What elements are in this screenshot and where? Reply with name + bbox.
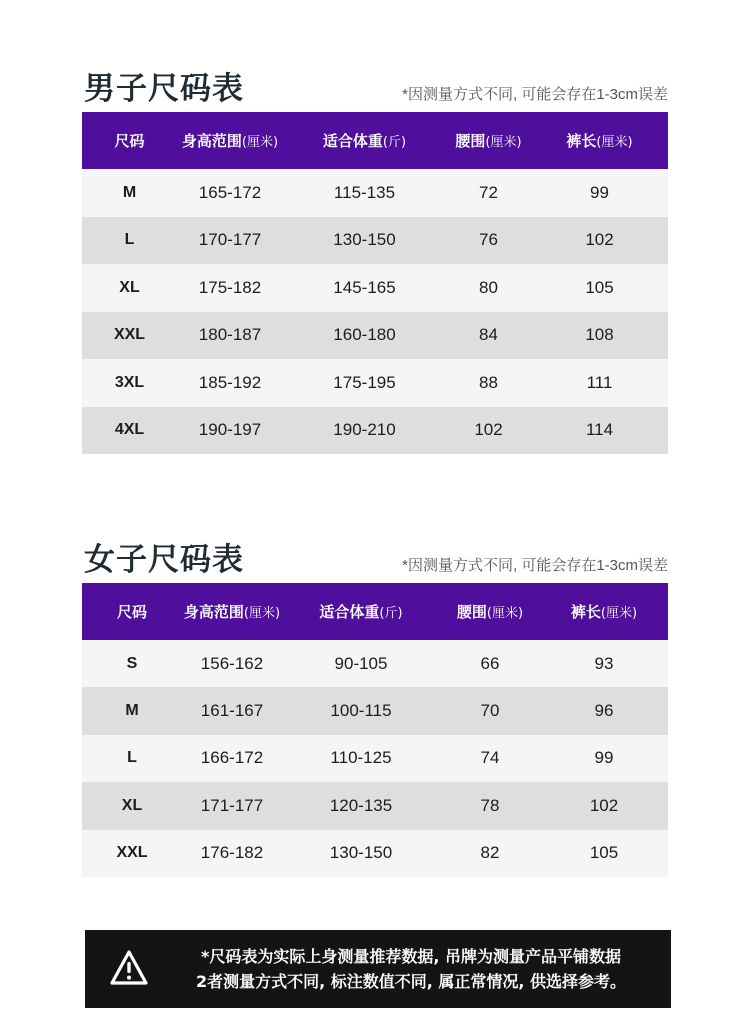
length-cell: 102 — [540, 782, 668, 829]
column-header-length — [531, 112, 668, 169]
weight-cell: 160-180 — [283, 312, 446, 360]
weight-cell: 175-195 — [283, 359, 446, 407]
table-row — [82, 312, 668, 360]
height-cell: 170-177 — [177, 217, 283, 265]
height-cell: 165-172 — [177, 169, 283, 217]
weight-cell: 110-125 — [282, 735, 440, 782]
notice-text — [161, 944, 661, 994]
warning-triangle-icon — [109, 949, 149, 987]
weight-cell: 100-115 — [282, 687, 440, 734]
column-header-length — [540, 583, 668, 640]
size-cell: L — [82, 735, 182, 782]
size-cell: XXL — [82, 312, 177, 360]
table-header-row — [82, 112, 668, 169]
weight-cell: 120-135 — [282, 782, 440, 829]
height-cell: 180-187 — [177, 312, 283, 360]
waist-cell: 84 — [446, 312, 531, 360]
weight-cell: 145-165 — [283, 264, 446, 312]
length-cell: 105 — [540, 830, 668, 877]
waist-cell: 70 — [440, 687, 540, 734]
length-cell: 114 — [531, 407, 668, 455]
women-size-section — [82, 533, 668, 877]
weight-cell: 90-105 — [282, 640, 440, 687]
size-cell: S — [82, 640, 182, 687]
height-cell: 171-177 — [182, 782, 282, 829]
column-header-waist — [446, 112, 531, 169]
waist-cell: 102 — [446, 407, 531, 455]
notice-line-1: *尺码表为实际上身测量推荐数据, 吊牌为测量产品平铺数据 — [200, 947, 622, 966]
column-header-label: 腰围 — [455, 132, 486, 150]
height-cell: 156-162 — [182, 640, 282, 687]
height-cell: 161-167 — [182, 687, 282, 734]
table-row — [82, 830, 668, 877]
column-header-label: 适合体重 — [319, 603, 380, 621]
column-header-waist — [440, 583, 540, 640]
waist-cell: 80 — [446, 264, 531, 312]
column-header-height — [182, 583, 282, 640]
women-measurement-note: *因测量方式不同, 可能会存在1-3cm误差 — [402, 557, 668, 574]
men-size-section — [82, 62, 668, 454]
size-cell: L — [82, 217, 177, 265]
column-header-label: 尺码 — [116, 603, 147, 621]
length-cell: 99 — [540, 735, 668, 782]
waist-cell: 72 — [446, 169, 531, 217]
notice-line-2: 2者测量方式不同, 标注数值不同, 属正常情况, 供选择参考。 — [195, 972, 627, 991]
height-cell: 185-192 — [177, 359, 283, 407]
waist-cell: 82 — [440, 830, 540, 877]
waist-cell: 66 — [440, 640, 540, 687]
weight-cell: 130-150 — [282, 830, 440, 877]
weight-cell: 190-210 — [283, 407, 446, 455]
men-measurement-note: *因测量方式不同, 可能会存在1-3cm误差 — [402, 86, 668, 103]
length-cell: 93 — [540, 640, 668, 687]
column-header-label: 裤长 — [566, 132, 597, 150]
size-cell: XXL — [82, 830, 182, 877]
length-cell: 99 — [531, 169, 668, 217]
column-header-unit: (厘米) — [243, 606, 281, 621]
column-header-unit: (斤) — [382, 135, 407, 150]
column-header-unit: (厘米) — [241, 135, 279, 150]
size-cell: M — [82, 169, 177, 217]
length-cell: 111 — [531, 359, 668, 407]
weight-cell: 115-135 — [283, 169, 446, 217]
column-header-unit: (厘米) — [596, 135, 633, 150]
women-section-header — [82, 533, 668, 583]
column-header-label: 适合体重 — [322, 132, 383, 150]
table-row — [82, 782, 668, 829]
column-header-label: 身高范围 — [183, 603, 244, 621]
men-size-table — [82, 112, 668, 454]
table-row — [82, 217, 668, 265]
column-header-label: 裤长 — [570, 603, 601, 621]
height-cell: 190-197 — [177, 407, 283, 455]
column-header-label: 腰围 — [456, 603, 487, 621]
column-header-weight — [282, 583, 440, 640]
weight-cell: 130-150 — [283, 217, 446, 265]
size-cell: 4XL — [82, 407, 177, 455]
waist-cell: 88 — [446, 359, 531, 407]
length-cell: 108 — [531, 312, 668, 360]
height-cell: 176-182 — [182, 830, 282, 877]
table-row — [82, 735, 668, 782]
length-cell: 105 — [531, 264, 668, 312]
size-cell: M — [82, 687, 182, 734]
size-cell: XL — [82, 782, 182, 829]
table-header-row — [82, 583, 668, 640]
size-cell: XL — [82, 264, 177, 312]
column-header-height — [177, 112, 283, 169]
table-row — [82, 640, 668, 687]
length-cell: 102 — [531, 217, 668, 265]
column-header-unit: (厘米) — [486, 606, 524, 621]
table-row — [82, 169, 668, 217]
measurement-notice-banner — [85, 930, 671, 1008]
column-header-size — [82, 583, 182, 640]
table-row — [82, 407, 668, 455]
waist-cell: 76 — [446, 217, 531, 265]
waist-cell: 74 — [440, 735, 540, 782]
column-header-unit: (斤) — [379, 606, 403, 621]
column-header-size — [82, 112, 177, 169]
height-cell: 175-182 — [177, 264, 283, 312]
column-header-unit: (厘米) — [600, 606, 638, 621]
size-cell: 3XL — [82, 359, 177, 407]
table-row — [82, 687, 668, 734]
men-size-title: 男子尺码表 — [84, 71, 244, 107]
column-header-label: 尺码 — [114, 132, 145, 150]
waist-cell: 78 — [440, 782, 540, 829]
table-row — [82, 359, 668, 407]
height-cell: 166-172 — [182, 735, 282, 782]
women-size-title: 女子尺码表 — [84, 542, 244, 578]
column-header-weight — [283, 112, 446, 169]
length-cell: 96 — [540, 687, 668, 734]
column-header-label: 身高范围 — [181, 132, 242, 150]
table-row — [82, 264, 668, 312]
women-size-table — [82, 583, 668, 877]
men-section-header — [82, 62, 668, 112]
column-header-unit: (厘米) — [485, 135, 522, 150]
